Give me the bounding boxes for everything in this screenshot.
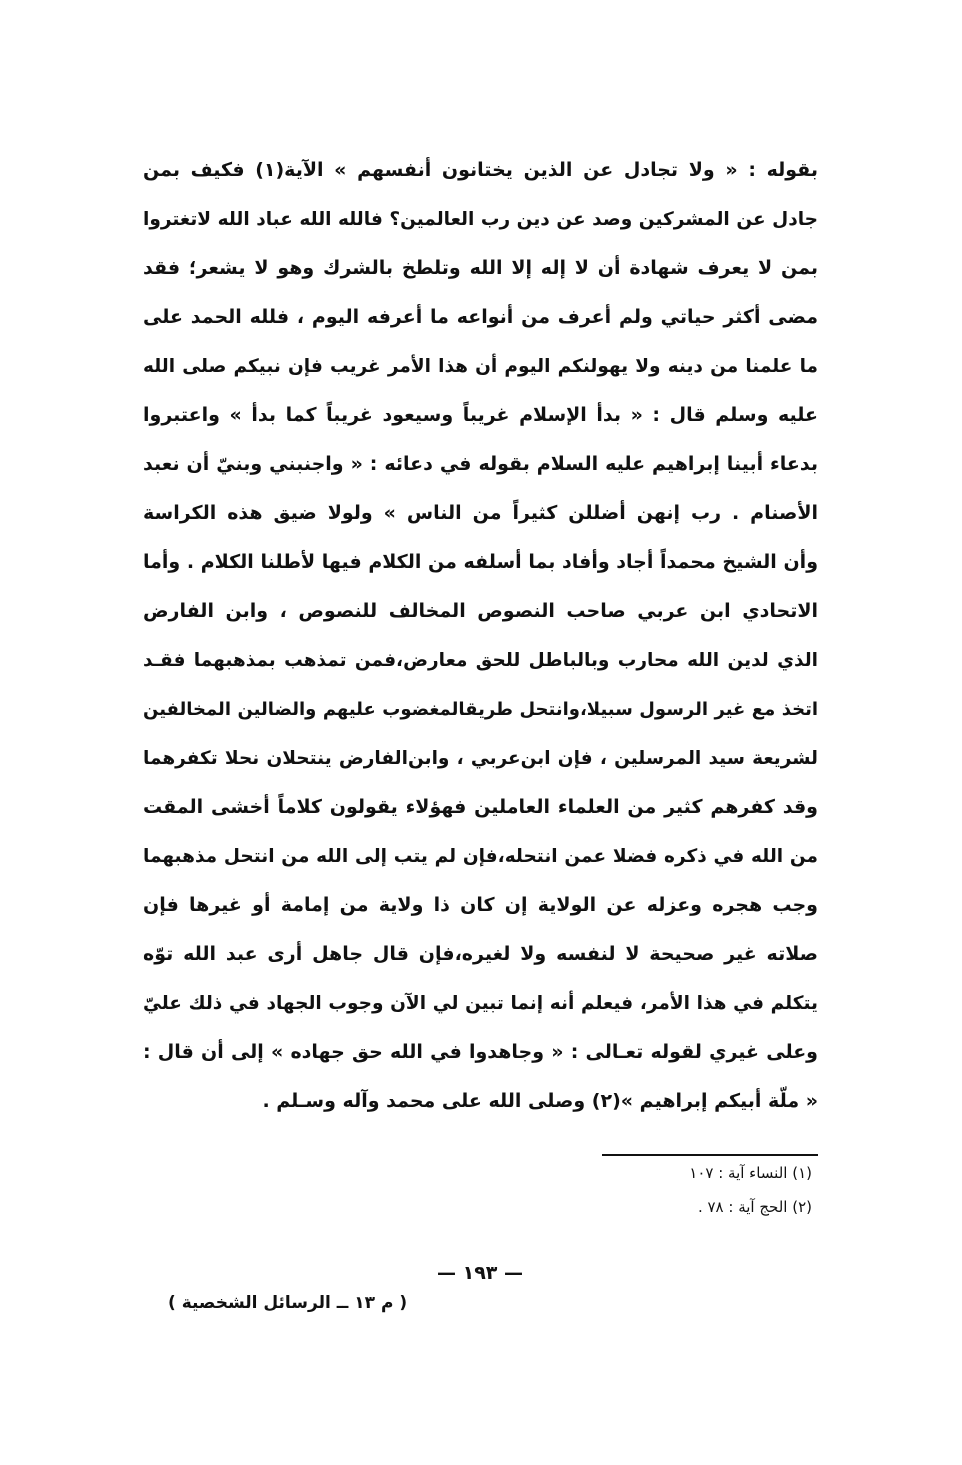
body-line: الأصنام . رب إنهن أضللن كثيراً من الناس » ولولا ضيق هذه الكراسة <box>143 502 818 524</box>
body-line: وجب هجره وعزله عن الولاية إن كان ذا ولاية من إمامة أو غيرها فإن <box>143 894 818 916</box>
page-number: — ١٩٣ — <box>436 1262 524 1284</box>
body-line: اتخذ مع غير الرسول سبيلا،وانتحل طريقالمغضوب عليهم والضالين المخالفين <box>143 699 818 720</box>
body-line: « ملّة أبيكم إبراهيم »(٢) وصلى الله على محمد وآله وسـلم . <box>262 1090 818 1112</box>
body-line: بدعاء أبينا إبراهيم عليه السلام بقوله في دعائه : « واجنبني وبنيّ أن نعبد <box>143 453 818 475</box>
body-line: صلاته غير صحيحة لا لنفسه ولا لغيره،فإن قال جاهل أرى عبد الله توّه <box>143 943 818 965</box>
body-line: مضى أكثر حياتي ولم أعرف من أنواعه ما أعرفه اليوم ، فلله الحمد على <box>143 306 818 328</box>
body-line: ما علمنا من دينه ولا يهولنكم اليوم أن هذا الأمر غريب فإن نبيكم صلى الله <box>143 356 818 377</box>
signature-mark: ( م ١٣ ــ الرسائل الشخصية ) <box>168 1293 408 1313</box>
body-line: من الله في ذكره فضلا عمن انتحله،فإن لم يتب إلى الله من انتحل مذهبهما <box>143 846 818 867</box>
footnotes <box>512 1156 812 1224</box>
body-line: بمن لا يعرف شهادة أن لا إله إلا الله وتلطخ بالشرك وهو لا يشعر؛ فقد <box>143 257 818 279</box>
body-line: يتكلم في هذا الأمر، فيعلم أنه إنما تبين لي الآن وجوب الجهاد في ذلك عليّ <box>143 993 818 1014</box>
footnote: (١) النساء آية : ١٠٧ <box>689 1164 812 1182</box>
body-line: الذي لدين الله محارب وبالباطل للحق معارض،فمن تمذهب بمذهبهما فقـد <box>143 650 818 671</box>
body-line: عليه وسلم قال : « بدأ الإسلام غريباً وسيعود غريباً كما بدأ » واعتبروا <box>143 404 818 426</box>
body-line: وقد كفرهم كثير من العلماء العاملين فهؤلاء يقولون كلاماً أخشى المقت <box>143 796 818 818</box>
body-line: الاتحادي ابن عربي صاحب النصوص المخالف للنصوص ، وابن الفارض <box>143 600 818 622</box>
body-line: بقوله : « ولا تجادل عن الذين يختانون أنفسهم » الآية(١) فكيف بمن <box>143 159 818 181</box>
footnote: (٢) الحج آية : ٧٨ . <box>697 1198 812 1216</box>
body-line: وعلى غيري لقوله تعـالى : « وجاهدوا في الله حق جهاده » إلى أن قال : <box>143 1041 818 1063</box>
body-text <box>143 146 818 1126</box>
body-line: وأن الشيخ محمداً أجاد وأفاد بما أسلفه من الكلام فيها لأطلنا الكلام . وأما <box>143 551 818 573</box>
body-line: جادل عن المشركين وصد عن دين رب العالمين؟ فالله الله عباد الله لاتغتروا <box>143 209 818 230</box>
body-line: لشريعة سيد المرسلين ، فإن ابن‌عربي ، وابن‌الفارض ينتحلان نحلا تكفرهما <box>143 748 818 769</box>
